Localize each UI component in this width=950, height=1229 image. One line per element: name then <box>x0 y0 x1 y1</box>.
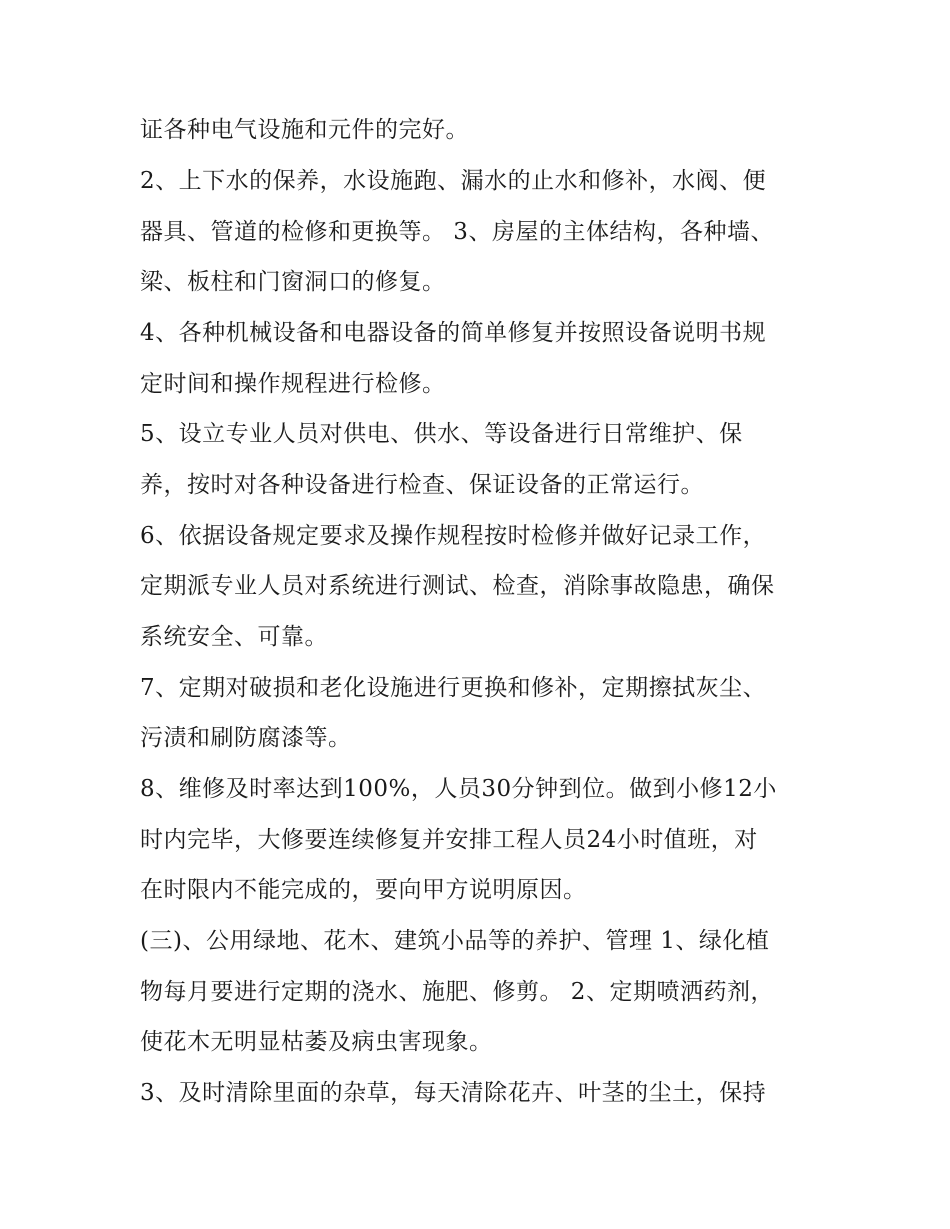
text-line: 物每月要进行定期的浇水、施肥、修剪。 2、定期喷洒药剂， <box>140 979 774 1005</box>
text-line: 梁、板柱和门窗洞口的修复。 <box>140 269 446 295</box>
text-line: 8、维修及时率达到100%，人员30分钟到位。做到小修12小 <box>140 776 777 802</box>
text-line: 污渍和刷防腐漆等。 <box>140 725 352 751</box>
text-line: 4、各种机械设备和电器设备的简单修复并按照设备说明书规 <box>140 320 767 346</box>
text-line: 养，按时对各种设备进行检查、保证设备的正常运行。 <box>140 472 704 498</box>
text-line: 器具、管道的检修和更换等。 3、房屋的主体结构，各种墙、 <box>140 219 774 245</box>
text-line: 定时间和操作规程进行检修。 <box>140 371 446 397</box>
text-line: 使花木无明显枯萎及病虫害现象。 <box>140 1029 493 1055</box>
text-line: 2、上下水的保养，水设施跑、漏水的止水和修补，水阀、便 <box>140 168 767 194</box>
text-line: 系统安全、可靠。 <box>140 624 328 650</box>
text-line: (三)、公用绿地、花木、建筑小品等的养护、管理 1、绿化植 <box>140 928 770 954</box>
text-line: 定期派专业人员对系统进行测试、检查，消除事故隐患，确保 <box>140 573 775 599</box>
text-line: 5、设立专业人员对供电、供水、等设备进行日常维护、保 <box>140 421 743 447</box>
text-line: 证各种电气设施和元件的完好。 <box>140 117 469 143</box>
text-line: 6、依据设备规定要求及操作规程按时检修并做好记录工作， <box>140 523 767 549</box>
text-line: 时内完毕，大修要连续修复并安排工程人员24小时值班，对 <box>140 827 758 853</box>
text-line: 7、定期对破损和老化设施进行更换和修补，定期擦拭灰尘、 <box>140 675 767 701</box>
text-line: 3、及时清除里面的杂草，每天清除花卉、叶茎的尘土，保持 <box>140 1080 767 1106</box>
text-line: 在时限内不能完成的，要向甲方说明原因。 <box>140 877 587 903</box>
